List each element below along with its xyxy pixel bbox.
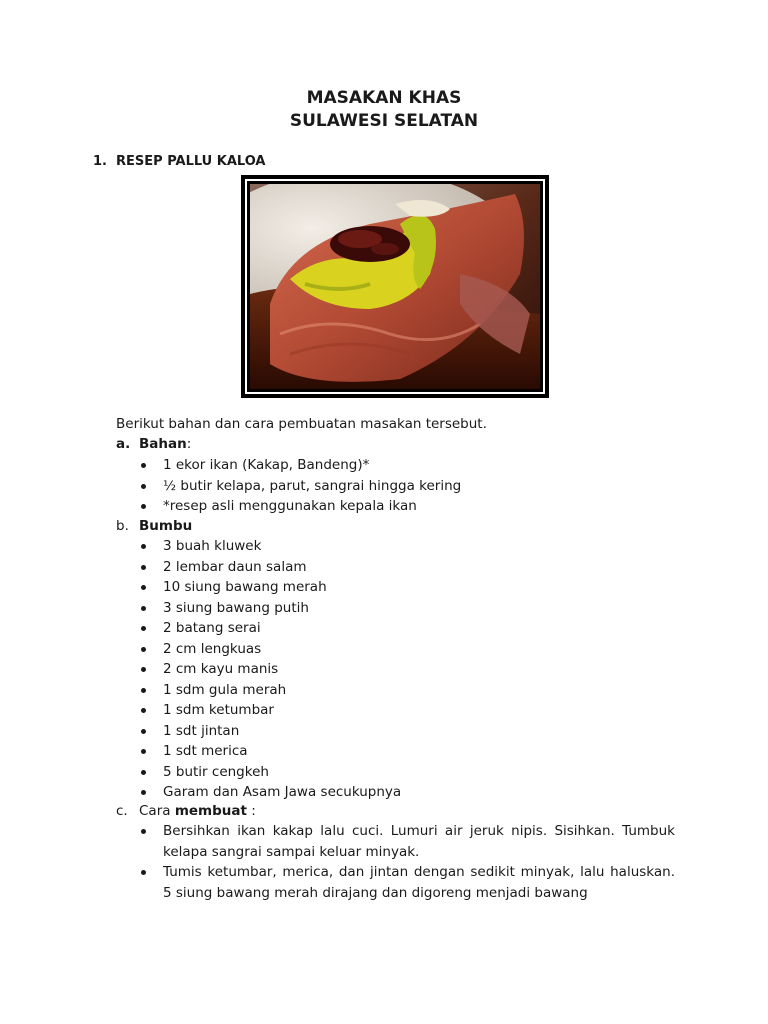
list-item <box>139 821 675 862</box>
bullet-icon <box>141 504 146 509</box>
bumbu-letter: b. <box>116 518 129 534</box>
list-item <box>139 762 401 783</box>
bullet-icon <box>141 708 146 713</box>
cara-label: membuat <box>174 803 247 819</box>
bullet-icon <box>141 565 146 570</box>
bullet-icon <box>141 585 146 590</box>
cara-letter: c. <box>116 803 128 819</box>
bahan-suffix: : <box>186 436 192 452</box>
document-title-line2: SULAWESI SELATAN <box>289 111 479 131</box>
list-item-text: 1 sdm ketumbar <box>163 702 274 718</box>
list-item <box>139 700 401 721</box>
bahan-list <box>139 455 461 517</box>
list-item-text: Garam dan Asam Jawa secukupnya <box>163 784 402 800</box>
list-item-text: 1 sdm gula merah <box>163 681 287 698</box>
cara-heading <box>116 801 256 822</box>
bullet-icon <box>141 484 146 489</box>
list-item-text: 3 siung bawang putih <box>163 599 309 616</box>
list-item-text: 5 butir cengkeh <box>163 763 269 780</box>
list-item <box>139 496 461 517</box>
list-item <box>139 476 461 497</box>
bullet-icon <box>141 606 146 611</box>
bumbu-heading <box>116 516 192 537</box>
list-item-text: 3 buah kluwek <box>163 538 262 554</box>
bullet-icon <box>141 667 146 672</box>
dish-photo-frame <box>241 175 549 398</box>
document-title-line1: MASAKAN KHAS <box>306 88 462 108</box>
bullet-icon <box>141 626 146 631</box>
section-title: RESEP PALLU KALOA <box>116 154 266 169</box>
list-item <box>139 536 401 557</box>
bullet-icon <box>141 749 146 754</box>
bullet-icon <box>141 870 146 875</box>
list-item <box>139 782 401 803</box>
list-item-text: 2 batang serai <box>163 620 261 636</box>
cara-suffix: : <box>246 803 256 819</box>
list-item <box>139 598 401 619</box>
bullet-icon <box>141 463 146 468</box>
cara-prefix: Cara <box>139 803 171 819</box>
list-item-text: 1 sdt merica <box>163 743 248 759</box>
bahan-heading <box>116 434 191 455</box>
section-heading <box>93 154 266 170</box>
list-item-text: 2 cm lengkuas <box>163 640 262 657</box>
bullet-icon <box>141 770 146 775</box>
list-item <box>139 577 401 598</box>
bullet-icon <box>141 790 146 795</box>
list-item-text: Bersihkan ikan kakap lalu cuci. Lumuri air jeruk nipis. Sisihkan. Tumbuk kelapa sangrai sampai keluar minyak. <box>163 823 675 860</box>
list-item-text: 2 cm kayu manis <box>163 661 279 677</box>
intro-text: Berikut bahan dan cara pembuatan masakan tersebut. <box>116 416 487 432</box>
bahan-letter: a. <box>116 436 131 452</box>
list-item <box>139 455 461 476</box>
list-item-text: 10 siung bawang merah <box>163 579 327 595</box>
list-item <box>139 659 401 680</box>
list-item-text: Tumis ketumbar, merica, dan jintan dengan sedikit minyak, lalu haluskan. 5 siung bawang merah dirajang dan digoreng menjadi bawang <box>163 864 675 901</box>
bumbu-list <box>139 536 401 803</box>
list-item-text: 1 sdt jintan <box>163 722 240 739</box>
list-item <box>139 639 401 660</box>
list-item <box>139 862 675 903</box>
list-item <box>139 721 401 742</box>
list-item-text: 1 ekor ikan (Kakap, Bandeng)* <box>163 457 370 473</box>
list-item-text: *resep asli menggunakan kepala ikan <box>163 498 417 514</box>
bullet-icon <box>141 544 146 549</box>
list-item <box>139 680 401 701</box>
bullet-icon <box>141 829 146 834</box>
bullet-icon <box>141 688 146 693</box>
section-number: 1. <box>93 154 107 169</box>
list-item <box>139 741 401 762</box>
list-item-text: 2 lembar daun salam <box>163 558 307 575</box>
cara-steps-list <box>139 821 675 903</box>
bahan-label: Bahan <box>139 436 187 452</box>
bullet-icon <box>141 647 146 652</box>
pallu-kaloa-photo <box>250 184 540 389</box>
bumbu-label: Bumbu <box>139 518 193 534</box>
bullet-icon <box>141 729 146 734</box>
list-item-text: ½ butir kelapa, parut, sangrai hingga kering <box>163 477 462 494</box>
list-item <box>139 618 401 639</box>
list-item <box>139 557 401 578</box>
